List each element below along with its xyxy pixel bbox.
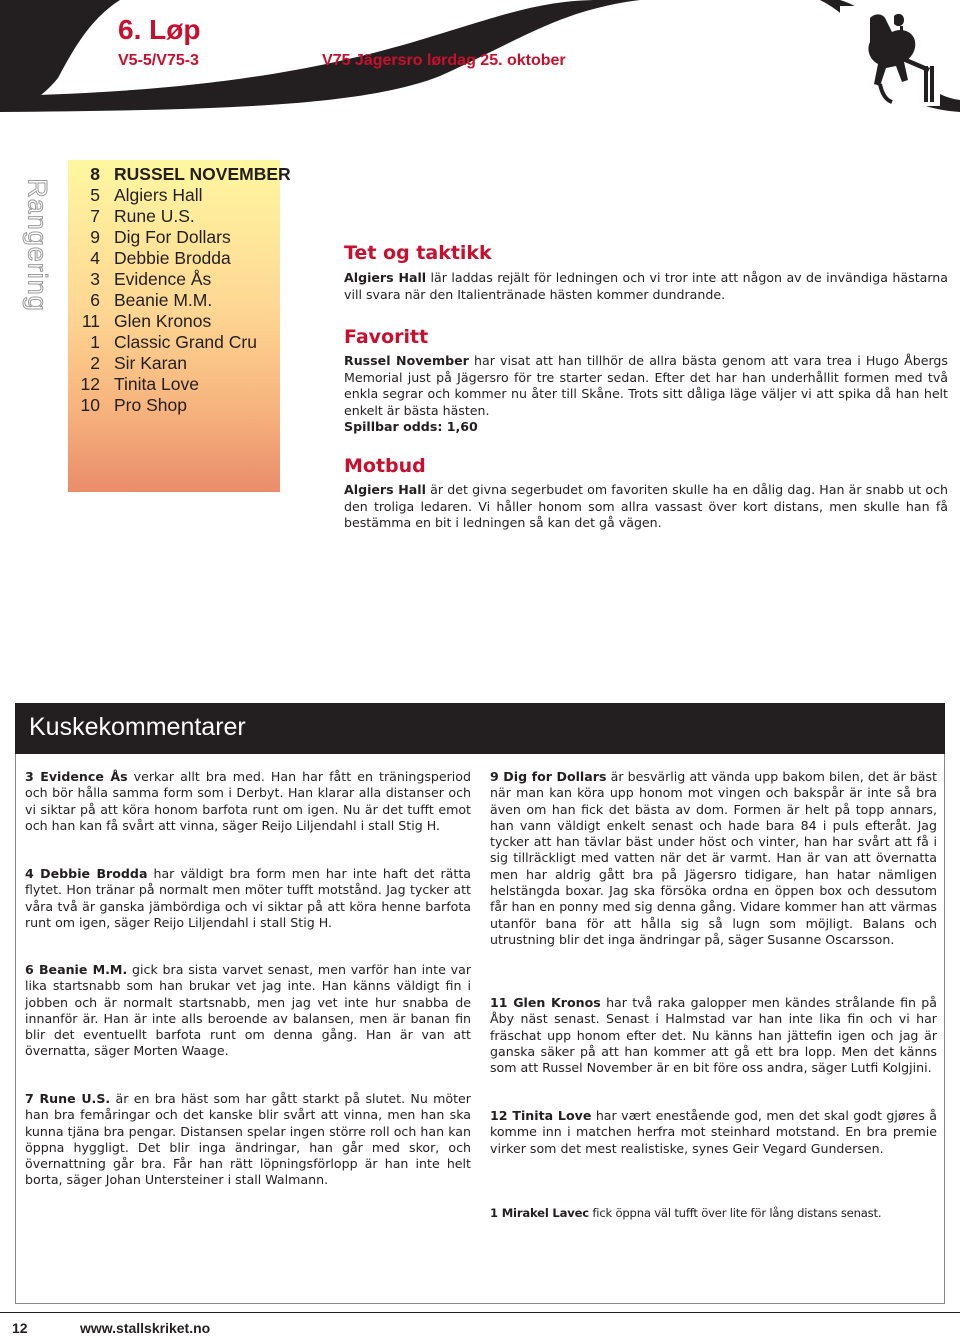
ranking-item [68, 353, 280, 374]
ranking-item [68, 206, 280, 227]
favourite-heading: Favoritt [344, 326, 429, 348]
comment-right-3 [490, 1205, 937, 1221]
ranking-start-number: 3 [90, 269, 100, 289]
contender-lead-horse: Algiers Hall [344, 482, 426, 497]
driver-comments-header [15, 703, 945, 754]
ranking-horse-name: Rune U.S. [114, 206, 195, 226]
ranking-horse-name: Glen Kronos [114, 311, 212, 331]
ranking-start-number: 7 [90, 206, 100, 226]
ranking-start-number: 1 [90, 332, 100, 352]
comment-right-2 [490, 1108, 937, 1157]
ranking-horse-name: Sir Karan [114, 353, 187, 373]
comment-text: har vært enestående god, men det skal godt gjøres å komme inn i matchen herfra mot steinhard motstand. En bra premie virker som det mest realistiske, synes Geir Vegard Gundersen. [490, 1108, 937, 1156]
ranking-horse-name: Debbie Brodda [114, 248, 231, 268]
ranking-start-number: 11 [81, 311, 100, 331]
tactics-text: lär laddas rejält för ledningen och vi tror inte att någon av de invändiga hästarna vill svara när den Italientränade hästen kommer dundrande. [344, 270, 949, 302]
comment-text: fick öppna väl tufft över lite för lång distans senast. [588, 1206, 882, 1220]
favourite-text: har visat att han tillhör de allra bästa genom att vara trea i Hugo Åbergs Memorial just på Jägersro för tre starter sedan. Efter det har han underhållit formen med två enkla segrar och kommer nu åter till Skåne. Trots sitt dåliga läge väljer vi att spika då han helt enkelt är bästa hästen. [344, 353, 948, 418]
ranking-item [68, 248, 280, 269]
ranking-box [68, 160, 291, 492]
comment-right-1 [490, 995, 937, 1076]
ranking-horse-name: Beanie M.M. [114, 290, 213, 310]
ranking-horse-name: Tinita Love [114, 374, 199, 394]
contender-paragraph [344, 482, 948, 532]
favourite-paragraph [344, 353, 948, 436]
comment-horse: 6 Beanie M.M. [25, 962, 128, 977]
ranking-item [68, 395, 280, 416]
ranking-horse-name: Pro Shop [114, 395, 187, 415]
ranking-item [68, 311, 280, 332]
ranking-start-number: 10 [80, 395, 100, 415]
ranking-horse-name: Algiers Hall [114, 185, 203, 205]
comment-horse: 12 Tinita Love [490, 1108, 592, 1123]
ranking-label-text: Rangering [22, 178, 53, 312]
footer-url: www.stallskriket.no [80, 1320, 211, 1336]
ranking-start-number: 2 [90, 353, 100, 373]
footer-divider [0, 1312, 960, 1313]
driver-comments-title: Kuskekommentarer [29, 713, 246, 741]
ranking-item [68, 164, 291, 185]
race-info-subtitle: V75 Jägersro lørdag 25. oktober [322, 52, 566, 69]
favourite-odds: Spillbar odds: 1,60 [344, 419, 478, 434]
ranking-start-number: 6 [90, 290, 100, 310]
ranking-item [68, 185, 280, 206]
comment-text: har två raka galopper men kändes strålande fin på Åby näst senast. Senast i Halmstad var han inte lika fin och vi har fräschat upp honom efter det. Nu känns han jättefin igen och jag är ganska säker på att han kommer att gå ett bra lopp. Men det känns som att Russel November är en bit före oss andra, säger Lutfi Kolgjini. [490, 995, 937, 1076]
comment-text: är besvärlig att vända upp bakom bilen, det är bäst när man kan köra upp honom mot vingen och bakspår är inte så bra även om han fick det bästa av dom. Formen är helt på topp annars, han vann väldigt enkelt senast och hade bara 84 i puls efteråt. Jag tycker att han tävlar bäst under höst och vinter, han har svårt att få i sig tillräckligt med vatten när det är varmt. Han är van att övernatta men har aldrig gått bra på Jägersro tidigare, han hatar nämligen helstängda boxar. Jag ska försöka ordna en öppen box och dessutom får han en ponny med sig denna gång. Vidare kommer han att värmas utanför bana för att hålla sig så lugn som möjligt. Balans och utrustning blir det inga ändringar på, säger Susanne Oscarsson. [490, 769, 937, 947]
ranking-start-number: 5 [90, 185, 100, 205]
ranking-item [68, 374, 280, 395]
contender-text: är det givna segerbudet om favoriten skulle ha en dålig dag. Han är snabb ut och den troliga ledaren. Vi håller honom som allra vassast över kort distans, men skulle han få bestämma en bit i ledningen så kan det gå vägen. [344, 482, 948, 530]
tactics-heading: Tet og taktikk [344, 242, 492, 264]
ranking-start-number: 4 [90, 248, 100, 268]
comment-left-3 [25, 1091, 471, 1189]
tactics-lead-horse: Algiers Hall [344, 270, 427, 285]
ranking-horse-name: RUSSEL NOVEMBER [114, 164, 291, 184]
ranking-item [68, 227, 280, 248]
ranking-horse-name: Dig For Dollars [114, 227, 231, 247]
ranking-horse-name: Classic Grand Cru [114, 332, 257, 352]
comment-text: verkar allt bra med. Han har fått en träningsperiod och bör hålla samma form som i Derbyt. Han klarar alla distanser och vi siktar på att köra honom barfota runt om igen. Nu är det tufft emot och han kan få svårt att vinna, säger Reijo Liljendahl i stall Stig H. [25, 769, 471, 833]
harness-trotter-icon [840, 6, 940, 106]
ranking-list [68, 164, 291, 416]
comment-left-1 [25, 866, 471, 931]
page-number: 12 [12, 1320, 28, 1336]
comment-horse: 7 Rune U.S. [25, 1091, 111, 1106]
comment-horse: 1 Mirakel Lavec [490, 1206, 589, 1220]
comment-text: har väldigt bra form men har inte haft det rätta flytet. Hon tränar på normalt men möter tufft motstånd. Jag tycker att våra två är ganska jämbördiga och vi siktar på att köra henne barfota runt om igen, säger Reijo Liljendahl i stall Stig H. [25, 866, 471, 930]
ranking-horse-name: Evidence Ås [114, 269, 212, 289]
ranking-item [68, 269, 280, 290]
ranking-start-number: 12 [80, 374, 100, 394]
comment-left-0 [25, 769, 471, 834]
race-number-title: 6. Løp [118, 14, 201, 45]
comment-text: är en bra häst som har gått starkt på slutet. Nu möter han bra femåringar och det kanske blir svårt att vinna, men han ska kunna tjäna bra pengar. Distansen spelar ingen större roll och han kan öppna hyggligt. Det blir inga ändringar, han går med skor, och övernattning går bra. Får han rätt löpningsförlopp är han inte helt borta, säger Johan Untersteiner i stall Walmann. [25, 1091, 471, 1188]
ranking-item [68, 332, 280, 353]
favourite-lead-horse: Russel November [344, 353, 469, 368]
comment-right-0 [490, 769, 937, 948]
comment-horse: 9 Dig for Dollars [490, 769, 607, 784]
contender-heading: Motbud [344, 455, 426, 477]
ranking-start-number: 9 [90, 227, 100, 247]
comment-text: gick bra sista varvet senast, men varför han inte var lika startsnabb som han brukar vet jag inte. Han känns väldigt fin i jobben och är normalt startsnabb, men jag vet inte hur snabba de innanför är. Han är inte alls beroende av balansen, men är banan fin blir det eventuellt barfota runt om denna gång. Han är van att övernatta, säger Morten Waage. [25, 962, 471, 1059]
ranking-side-label [16, 160, 58, 330]
comment-horse: 4 Debbie Brodda [25, 866, 148, 881]
bet-type-subtitle: V5-5/V75-3 [118, 52, 199, 69]
tactics-paragraph [344, 270, 948, 303]
comment-left-2 [25, 962, 471, 1060]
comment-horse: 11 Glen Kronos [490, 995, 601, 1010]
ranking-start-number: 8 [90, 164, 100, 184]
ranking-item [68, 290, 280, 311]
header-banner [0, 0, 960, 112]
comment-horse: 3 Evidence Ås [25, 769, 128, 784]
